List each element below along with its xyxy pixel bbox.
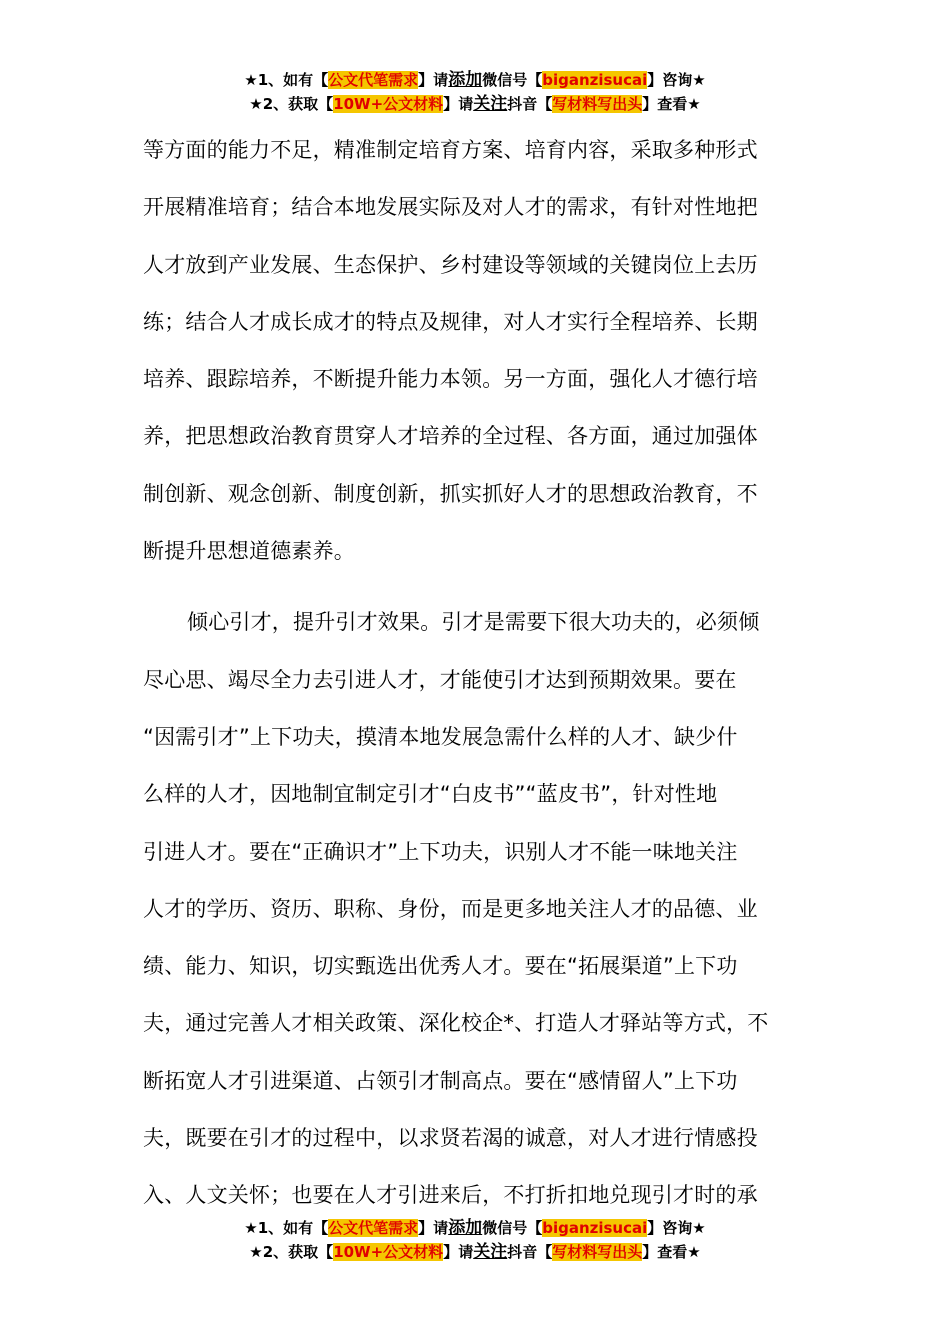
paragraph-line: 引进人才。要在“正确识才”上下功夫，识别人才不能一味地关注 <box>143 839 738 864</box>
paragraph-line: 练；结合人才成长成才的特点及规律，对人才实行全程培养、长期 <box>143 309 758 334</box>
header-line-1-highlight-wechat: biganzisucai <box>542 71 648 89</box>
paragraph-line: 倾心引才，提升引才效果。引才是需要下很大功夫的，必须倾 <box>187 610 760 635</box>
footer-line-1-prefix: 1、如有【 <box>257 1219 329 1237</box>
footer-line-1-underlined: 添加 <box>448 1218 483 1238</box>
header-line-1-highlight-service: 公文代笔需求 <box>328 71 419 89</box>
header-line-2-mid: 】请 <box>443 95 474 113</box>
paragraph-line: 人才的学历、资历、职称、身份，而是更多地关注人才的品德、业 <box>143 896 758 921</box>
footer-banner <box>0 1216 950 1264</box>
document-body <box>143 122 813 1225</box>
paragraph-line: 人才放到产业发展、生态保护、乡村建设等领域的关键岗位上去历 <box>143 252 758 277</box>
footer-line-2-highlight-materials: 10W+公文材料 <box>333 1243 444 1261</box>
paragraph-2 <box>143 594 813 1224</box>
footer-line-1-suffix: 】咨询★ <box>647 1219 706 1237</box>
footer-line-1-highlight-service: 公文代笔需求 <box>328 1219 419 1237</box>
footer-line-1-highlight-wechat: biganzisucai <box>542 1219 648 1237</box>
paragraph-line: 绩、能力、知识，切实甄选出优秀人才。要在“拓展渠道”上下功 <box>143 954 738 979</box>
star-icon: ★ <box>244 1219 258 1237</box>
footer-line-2 <box>0 1240 950 1264</box>
paragraph-line: 么样的人才，因地制宜制定引才“白皮书”“蓝皮书”，针对性地 <box>143 782 718 807</box>
paragraph-line: 开展精准培育；结合本地发展实际及对人才的需求，有针对性地把 <box>143 195 758 220</box>
paragraph-1 <box>143 122 813 580</box>
paragraph-line: 制创新、观念创新、制度创新，抓实抓好人才的思想政治教育，不 <box>143 481 758 506</box>
paragraph-line: 等方面的能力不足，精准制定培育方案、培育内容，采取多种形式 <box>143 138 758 162</box>
header-line-2-highlight-douyin: 写材料写出头 <box>552 95 643 113</box>
footer-line-2-suffix: 】查看★ <box>642 1243 701 1261</box>
footer-line-2-mid-2: 抖音【 <box>507 1243 553 1261</box>
header-line-1-mid-2: 微信号【 <box>482 71 543 89</box>
paragraph-line: 夫，通过完善人才相关政策、深化校企*、打造人才驿站等方式，不 <box>143 1011 769 1036</box>
header-line-1-mid: 】请 <box>418 71 449 89</box>
header-line-2-mid-2: 抖音【 <box>507 95 553 113</box>
header-line-1-underlined: 添加 <box>448 70 483 90</box>
paragraph-line: 夫，既要在引才的过程中，以求贤若渴的诚意，对人才进行情感投 <box>143 1126 758 1151</box>
paragraph-line: “因需引才”上下功夫，摸清本地发展急需什么样的人才、缺少什 <box>143 724 738 749</box>
footer-line-1-mid: 】请 <box>418 1219 449 1237</box>
header-line-1-prefix: 1、如有【 <box>257 71 329 89</box>
header-banner <box>0 68 950 116</box>
header-line-2-suffix: 】查看★ <box>642 95 701 113</box>
footer-line-1-mid-2: 微信号【 <box>482 1219 543 1237</box>
star-icon: ★ <box>249 95 263 113</box>
footer-line-2-prefix: 2、获取【 <box>262 1243 334 1261</box>
paragraph-line: 养，把思想政治教育贯穿人才培养的全过程、各方面，通过加强体 <box>143 424 758 449</box>
header-line-2-underlined: 关注 <box>473 94 508 114</box>
paragraph-line: 断提升思想道德素养。 <box>143 539 355 564</box>
paragraph-line: 入、人文关怀；也要在人才引进来后，不打折扣地兑现引才时的承 <box>143 1183 758 1208</box>
star-icon: ★ <box>249 1243 263 1261</box>
paragraph-line: 培养、跟踪培养，不断提升能力本领。另一方面，强化人才德行培 <box>143 367 758 392</box>
header-line-2-highlight-materials: 10W+公文材料 <box>333 95 444 113</box>
header-line-2-prefix: 2、获取【 <box>262 95 334 113</box>
star-icon: ★ <box>244 71 258 89</box>
header-line-1-suffix: 】咨询★ <box>647 71 706 89</box>
header-line-2 <box>0 92 950 116</box>
footer-line-2-underlined: 关注 <box>473 1242 508 1262</box>
paragraph-line: 尽心思、竭尽全力去引进人才，才能使引才达到预期效果。要在 <box>143 667 737 692</box>
footer-line-1 <box>0 1216 950 1240</box>
footer-line-2-highlight-douyin: 写材料写出头 <box>552 1243 643 1261</box>
paragraph-line: 断拓宽人才引进渠道、占领引才制高点。要在“感情留人”上下功 <box>143 1068 738 1093</box>
header-line-1 <box>0 68 950 92</box>
footer-line-2-mid: 】请 <box>443 1243 474 1261</box>
